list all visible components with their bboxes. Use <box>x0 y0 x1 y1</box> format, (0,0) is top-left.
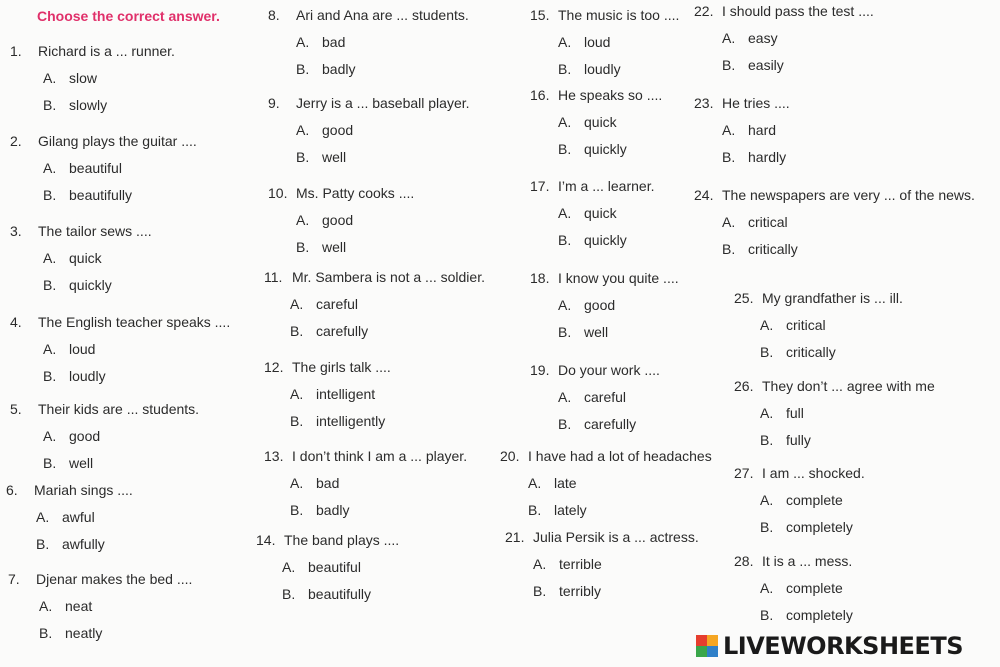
option-b[interactable] <box>296 60 469 78</box>
option-b[interactable] <box>43 367 230 385</box>
question-text: Mr. Sambera is not a ... soldier. <box>292 269 485 285</box>
question-number: 15. <box>530 7 550 23</box>
question-1 <box>10 42 175 114</box>
question-text: I should pass the test .... <box>722 3 874 19</box>
question-23 <box>694 94 790 166</box>
option-letter: A. <box>528 475 542 491</box>
question-number: 23. <box>694 95 714 111</box>
instructions-heading: Choose the correct answer. <box>37 8 220 24</box>
question-number: 17. <box>530 178 550 194</box>
option-b[interactable] <box>290 501 467 519</box>
option-text: good <box>322 212 354 228</box>
option-letter: B. <box>760 432 774 448</box>
option-a[interactable] <box>39 597 192 615</box>
option-letter: A. <box>296 122 310 138</box>
question-13 <box>264 447 467 519</box>
option-a[interactable] <box>296 121 470 139</box>
option-text: neatly <box>65 625 103 641</box>
option-a[interactable] <box>43 340 230 358</box>
option-a[interactable] <box>558 113 662 131</box>
option-b[interactable] <box>533 582 699 600</box>
option-text: easily <box>748 57 784 73</box>
question-text: Mariah sings .... <box>34 482 133 498</box>
question-text: It is a ... mess. <box>762 553 853 569</box>
question-22 <box>694 2 874 74</box>
option-letter: B. <box>39 625 53 641</box>
option-letter: B. <box>43 277 57 293</box>
question-number: 7. <box>8 571 20 587</box>
question-17 <box>530 177 654 249</box>
option-text: intelligent <box>316 386 376 402</box>
option-letter: B. <box>558 416 572 432</box>
option-b[interactable] <box>43 454 199 472</box>
option-b[interactable] <box>760 518 865 536</box>
option-a[interactable] <box>282 558 399 576</box>
option-b[interactable] <box>760 343 903 361</box>
question-number: 26. <box>734 378 754 394</box>
liveworksheets-logo <box>696 632 963 660</box>
option-a[interactable] <box>558 388 660 406</box>
question-number: 19. <box>530 362 550 378</box>
option-text: good <box>584 297 616 313</box>
question-text: The English teacher speaks .... <box>38 314 231 330</box>
option-letter: A. <box>290 386 304 402</box>
option-a[interactable] <box>558 296 679 314</box>
question-8 <box>268 6 469 78</box>
option-letter: A. <box>43 160 57 176</box>
option-text: slowly <box>69 97 108 113</box>
question-text: I am ... shocked. <box>762 465 865 481</box>
option-text: badly <box>316 502 350 518</box>
option-text: completely <box>786 519 853 535</box>
option-letter: B. <box>296 61 310 77</box>
option-letter: B. <box>282 586 296 602</box>
question-28 <box>734 552 853 624</box>
question-25 <box>734 289 903 361</box>
question-text: Ms. Patty cooks .... <box>296 185 415 201</box>
question-9 <box>268 94 470 166</box>
option-text: well <box>322 239 347 255</box>
option-letter: A. <box>533 556 547 572</box>
question-text: They don’t ... agree with me <box>762 378 935 394</box>
option-letter: B. <box>296 239 310 255</box>
option-letter: B. <box>760 519 774 535</box>
question-4 <box>10 313 230 385</box>
question-text: Jerry is a ... baseball player. <box>296 95 470 111</box>
option-a[interactable] <box>760 316 903 334</box>
option-text: critically <box>786 344 836 360</box>
option-a[interactable] <box>760 579 853 597</box>
option-a[interactable] <box>760 404 935 422</box>
question-text: Gilang plays the guitar .... <box>38 133 197 149</box>
option-text: critical <box>786 317 826 333</box>
question-number: 11. <box>264 269 283 285</box>
option-b[interactable] <box>558 231 654 249</box>
question-18 <box>530 269 679 341</box>
option-b[interactable] <box>43 96 175 114</box>
question-number: 3. <box>10 223 22 239</box>
option-letter: A. <box>36 509 50 525</box>
option-a[interactable] <box>290 295 485 313</box>
question-number: 6. <box>6 482 18 498</box>
option-text: complete <box>786 492 843 508</box>
question-16 <box>530 86 662 158</box>
option-b[interactable] <box>558 415 660 433</box>
question-24 <box>694 186 975 258</box>
option-a[interactable] <box>558 204 654 222</box>
option-b[interactable] <box>722 56 874 74</box>
option-letter: A. <box>43 341 57 357</box>
question-5 <box>10 400 199 472</box>
option-text: quick <box>584 114 617 130</box>
question-text: Julia Persik is a ... actress. <box>533 529 699 545</box>
option-text: loud <box>69 341 96 357</box>
option-letter: B. <box>558 324 572 340</box>
option-a[interactable] <box>722 29 874 47</box>
option-b[interactable] <box>558 140 662 158</box>
option-b[interactable] <box>43 186 197 204</box>
question-number: 22. <box>694 3 714 19</box>
option-letter: B. <box>722 149 736 165</box>
logo-wordmark: LIVE WORKSHEETS <box>723 632 963 660</box>
option-text: awful <box>62 509 95 525</box>
option-letter: B. <box>43 455 57 471</box>
option-letter: A. <box>558 114 572 130</box>
option-text: critical <box>748 214 788 230</box>
question-number: 28. <box>734 553 754 569</box>
question-text: Richard is a ... runner. <box>38 43 175 59</box>
option-text: fully <box>786 432 811 448</box>
question-number: 13. <box>264 448 284 464</box>
question-text: He speaks so .... <box>558 87 663 103</box>
option-a[interactable] <box>43 249 152 267</box>
option-text: easy <box>748 30 778 46</box>
option-text: quickly <box>584 232 627 248</box>
option-letter: B. <box>296 149 310 165</box>
option-text: lately <box>554 502 587 518</box>
option-letter: A. <box>760 492 774 508</box>
option-text: quickly <box>584 141 627 157</box>
question-number: 1. <box>10 43 22 59</box>
question-12 <box>264 358 391 430</box>
option-text: carefully <box>584 416 637 432</box>
option-b[interactable] <box>36 535 133 553</box>
option-b[interactable] <box>722 148 790 166</box>
option-letter: A. <box>39 598 53 614</box>
option-text: awfully <box>62 536 105 552</box>
option-a[interactable] <box>43 159 197 177</box>
option-b[interactable] <box>528 501 712 519</box>
option-letter: B. <box>43 368 57 384</box>
option-b[interactable] <box>760 431 935 449</box>
option-text: critically <box>748 241 798 257</box>
option-b[interactable] <box>296 148 470 166</box>
question-number: 24. <box>694 187 714 203</box>
question-27 <box>734 464 865 536</box>
question-number: 18. <box>530 270 550 286</box>
option-text: completely <box>786 607 853 623</box>
question-10 <box>268 184 414 256</box>
option-letter: A. <box>296 34 310 50</box>
option-b[interactable] <box>39 624 192 642</box>
question-6 <box>6 481 133 553</box>
option-letter: B. <box>558 232 572 248</box>
question-text: The newspapers are very ... of the news. <box>722 187 975 203</box>
question-text: Ari and Ana are ... students. <box>296 7 469 23</box>
option-letter: A. <box>722 30 736 46</box>
option-text: beautifully <box>69 187 133 203</box>
option-text: loudly <box>69 368 106 384</box>
option-b[interactable] <box>722 240 975 258</box>
question-14 <box>256 531 399 603</box>
question-21 <box>505 528 699 600</box>
question-number: 4. <box>10 314 22 330</box>
option-a[interactable] <box>290 474 467 492</box>
option-text: well <box>584 324 609 340</box>
option-letter: B. <box>722 241 736 257</box>
option-letter: B. <box>290 413 304 429</box>
question-text: I know you quite .... <box>558 270 679 286</box>
option-b[interactable] <box>558 323 679 341</box>
question-text: I don’t think I am a ... player. <box>292 448 468 464</box>
question-number: 16. <box>530 87 550 103</box>
option-text: quickly <box>69 277 112 293</box>
option-letter: A. <box>558 205 572 221</box>
option-text: hard <box>748 122 777 138</box>
option-text: quick <box>69 250 102 266</box>
option-b[interactable] <box>290 412 391 430</box>
option-text: terribly <box>559 583 602 599</box>
question-text: Djenar makes the bed .... <box>36 571 193 587</box>
option-text: terrible <box>559 556 602 572</box>
option-letter: A. <box>290 296 304 312</box>
option-a[interactable] <box>36 508 133 526</box>
option-text: beautifully <box>308 586 372 602</box>
question-19 <box>530 361 660 433</box>
option-a[interactable] <box>43 69 175 87</box>
question-15 <box>530 6 679 78</box>
option-text: bad <box>316 475 340 491</box>
question-11 <box>264 268 485 340</box>
option-a[interactable] <box>722 213 975 231</box>
option-text: neat <box>65 598 93 614</box>
question-number: 12. <box>264 359 284 375</box>
option-b[interactable] <box>43 276 152 294</box>
option-letter: B. <box>290 323 304 339</box>
question-text: I have had a lot of headaches <box>528 448 712 464</box>
question-number: 5. <box>10 401 22 417</box>
question-3 <box>10 222 152 294</box>
option-letter: B. <box>43 97 57 113</box>
option-letter: B. <box>290 502 304 518</box>
option-text: beautiful <box>308 559 361 575</box>
option-text: careful <box>316 296 359 312</box>
option-text: good <box>322 122 354 138</box>
option-letter: A. <box>760 405 774 421</box>
option-letter: B. <box>558 141 572 157</box>
option-b[interactable] <box>760 606 853 624</box>
question-number: 20. <box>500 448 520 464</box>
question-number: 8. <box>268 7 280 23</box>
option-letter: B. <box>722 57 736 73</box>
question-number: 9. <box>268 95 280 111</box>
option-letter: A. <box>760 317 774 333</box>
option-text: careful <box>584 389 627 405</box>
option-a[interactable] <box>528 474 712 492</box>
option-text: beautiful <box>69 160 122 176</box>
option-text: well <box>322 149 347 165</box>
question-number: 25. <box>734 290 754 306</box>
question-20 <box>500 447 712 519</box>
option-letter: A. <box>296 212 310 228</box>
question-text: My grandfather is ... ill. <box>762 290 903 306</box>
question-text: The tailor sews .... <box>38 223 152 239</box>
option-b[interactable] <box>282 585 399 603</box>
option-text: loud <box>584 34 611 50</box>
option-b[interactable] <box>290 322 485 340</box>
option-letter: A. <box>722 214 736 230</box>
option-letter: A. <box>760 580 774 596</box>
option-letter: B. <box>36 536 50 552</box>
option-letter: B. <box>760 344 774 360</box>
option-letter: A. <box>290 475 304 491</box>
question-text: Their kids are ... students. <box>38 401 200 417</box>
question-text: The girls talk .... <box>292 359 391 375</box>
option-text: badly <box>322 61 356 77</box>
option-a[interactable] <box>296 211 414 229</box>
option-text: good <box>69 428 101 444</box>
logo-mark-icon <box>696 635 718 657</box>
question-number: 21. <box>505 529 525 545</box>
option-letter: B. <box>43 187 57 203</box>
question-text: He tries .... <box>722 95 790 111</box>
question-7 <box>8 570 192 642</box>
question-number: 2. <box>10 133 22 149</box>
option-text: intelligently <box>316 413 386 429</box>
option-text: full <box>786 405 804 421</box>
option-letter: A. <box>558 34 572 50</box>
option-letter: A. <box>43 428 57 444</box>
question-text: Do your work .... <box>558 362 660 378</box>
option-a[interactable] <box>722 121 790 139</box>
option-letter: A. <box>722 122 736 138</box>
option-a[interactable] <box>290 385 391 403</box>
option-letter: B. <box>760 607 774 623</box>
option-text: hardly <box>748 149 787 165</box>
question-text: The music is too .... <box>558 7 680 23</box>
question-number: 10. <box>268 185 288 201</box>
option-b[interactable] <box>296 238 414 256</box>
option-text: bad <box>322 34 346 50</box>
option-letter: A. <box>558 297 572 313</box>
question-text: The band plays .... <box>284 532 400 548</box>
option-letter: A. <box>558 389 572 405</box>
option-letter: B. <box>528 502 542 518</box>
option-a[interactable] <box>760 491 865 509</box>
option-text: quick <box>584 205 617 221</box>
option-text: slow <box>69 70 98 86</box>
option-a[interactable] <box>43 427 199 445</box>
option-text: well <box>69 455 94 471</box>
option-text: carefully <box>316 323 369 339</box>
option-a[interactable] <box>296 33 469 51</box>
question-text: I’m a ... learner. <box>558 178 655 194</box>
question-number: 14. <box>256 532 276 548</box>
question-number: 27. <box>734 465 754 481</box>
option-text: loudly <box>584 61 621 77</box>
option-letter: A. <box>282 559 296 575</box>
option-a[interactable] <box>558 33 679 51</box>
option-letter: A. <box>43 70 57 86</box>
question-26 <box>734 377 935 449</box>
question-2 <box>10 132 197 204</box>
option-a[interactable] <box>533 555 699 573</box>
option-letter: A. <box>43 250 57 266</box>
option-text: complete <box>786 580 843 596</box>
option-b[interactable] <box>558 60 679 78</box>
option-letter: B. <box>533 583 547 599</box>
option-letter: B. <box>558 61 572 77</box>
option-text: late <box>554 475 577 491</box>
